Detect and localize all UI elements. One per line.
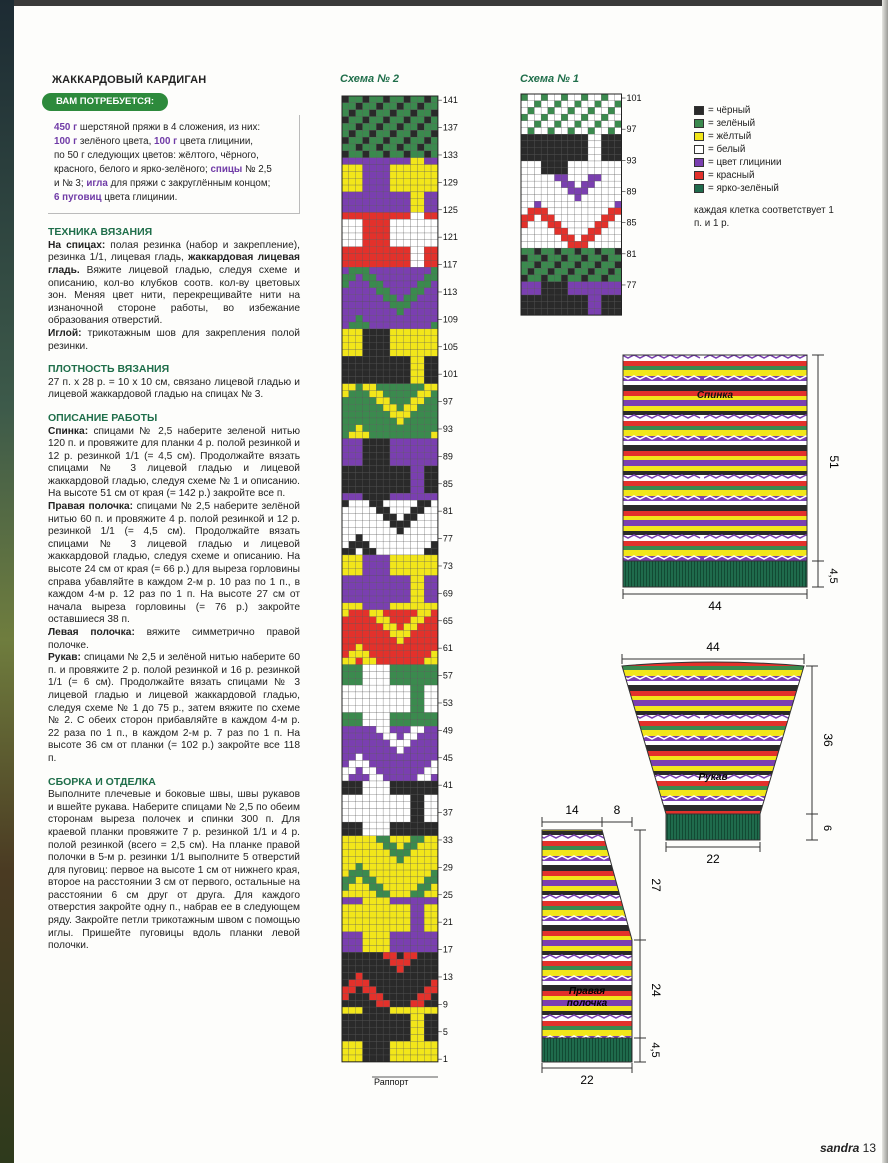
- row-number: 41: [442, 780, 453, 791]
- label: На спицах:: [48, 239, 106, 251]
- back-rib-height: 4,5: [827, 568, 839, 584]
- back-width: 44: [708, 599, 722, 613]
- garment-schematics: [520, 340, 880, 1100]
- row-number: 13: [442, 971, 453, 982]
- front-label-1: Правая: [568, 986, 606, 997]
- legend-item: [694, 182, 781, 195]
- photo-edge: [0, 0, 14, 1163]
- row-number: 29: [442, 862, 453, 873]
- text: вяжите симметрично правой полочке.: [48, 627, 300, 651]
- row-number: 101: [442, 369, 458, 380]
- front-neck-height: 27: [649, 878, 663, 892]
- brand: sandra: [819, 1141, 860, 1155]
- row-number: 89: [626, 186, 637, 197]
- assembly-heading: СБОРКА И ОТДЕЛКА: [48, 775, 156, 788]
- swatch: [694, 158, 704, 167]
- page-binding-shade: [882, 0, 888, 1163]
- row-number: 113: [442, 286, 458, 297]
- row-number: 33: [442, 834, 453, 845]
- back-schematic: [623, 355, 841, 613]
- text: шерстяной пряжи в 4 сложения, из них:: [77, 122, 261, 134]
- page-top-band: [0, 0, 888, 6]
- density-heading: ПЛОТНОСТЬ ВЯЗАНИЯ: [48, 363, 170, 376]
- sleeve-rib-height: 6: [821, 824, 833, 832]
- row-number: 17: [442, 944, 453, 955]
- color-legend: [694, 104, 781, 195]
- swatch: [694, 132, 704, 141]
- technique-text: [48, 240, 300, 353]
- swatch: [694, 171, 704, 180]
- legend-item: [694, 169, 781, 182]
- row-number: 93: [442, 423, 453, 434]
- needle: игла: [86, 178, 108, 190]
- legend-label: = зелёный: [708, 118, 756, 129]
- legend-item: [694, 143, 781, 156]
- swatch: [694, 145, 704, 154]
- row-number: 57: [442, 670, 453, 681]
- repeat-label: Раппорт: [374, 1077, 409, 1087]
- legend-item: [694, 156, 781, 169]
- buttons: 6 пуговиц: [54, 192, 102, 204]
- row-number: 53: [442, 697, 453, 708]
- swatch: [694, 119, 704, 128]
- amount: 100 г: [54, 136, 78, 148]
- row-number: 73: [442, 560, 453, 571]
- row-number: 1: [442, 1054, 448, 1065]
- text: красного, белого и ярко-зелёного;: [54, 164, 211, 176]
- label: Иглой:: [48, 327, 82, 339]
- row-number: 97: [626, 124, 637, 135]
- row-number: 45: [442, 752, 453, 763]
- sleeve-top-width: 44: [706, 640, 720, 654]
- amount: 100 г: [154, 136, 178, 148]
- row-number: 37: [442, 807, 453, 818]
- row-number: 121: [442, 232, 458, 243]
- row-number: 141: [442, 95, 458, 106]
- row-number: 85: [626, 217, 637, 228]
- label: жаккардовая лицевая гладь.: [48, 252, 300, 276]
- row-number: 61: [442, 643, 453, 654]
- sleeve-label: Рукав: [698, 772, 728, 783]
- swatch: [694, 184, 704, 193]
- article-title: ЖАККАРДОВЫЙ КАРДИГАН: [52, 74, 207, 86]
- row-number: 85: [442, 478, 453, 489]
- chart2-title: Схема № 2: [340, 73, 399, 85]
- row-number: 25: [442, 889, 453, 900]
- row-number: 89: [442, 451, 453, 462]
- legend-label: = чёрный: [708, 105, 751, 116]
- front-rib-height: 4,5: [649, 1042, 661, 1058]
- text: полая резинка (набор и закрепление), резинка 1/1, лицевая гладь,: [48, 239, 300, 264]
- text: и № 3;: [54, 178, 87, 190]
- work-text: [48, 426, 300, 766]
- amount: 450 г: [54, 122, 78, 134]
- instructions-column: [48, 70, 300, 953]
- text: спицами № 2,5 наберите зеленой нитью 120 п. и провяжите для планки 4 р. полой резинкой и 12 р. резинкой 1/1 (= 4,5 см). Продолжайте вязать спицами № 3 лицевой гладью и лицевой жаккардовой гладью, следуя схеме № 1 и описанию. На высоте 51 см от края (= 142 р.) закройте все п.: [48, 425, 300, 500]
- chart1-title: Схема № 1: [520, 73, 579, 85]
- chart1-grid: [519, 90, 649, 320]
- row-number: 49: [442, 725, 453, 736]
- text: цвета глицинии.: [101, 192, 178, 204]
- row-number: 77: [442, 533, 453, 544]
- row-number: 65: [442, 615, 453, 626]
- front-schematic: [540, 803, 663, 1087]
- row-number: 5: [442, 1026, 448, 1037]
- materials-badge: ВАМ ПОТРЕБУЕТСЯ:: [42, 93, 168, 112]
- text: Вяжите лицевой гладью, следуя схеме и описанию, кол-во клубков соотв. кол-ву цветовых зон. Меняя цвет нити, перекрещивайте нити на изнаночной стороне работы, во избежание образования отверстий.: [48, 264, 300, 327]
- materials-box: [48, 115, 300, 214]
- page-footer: [820, 1141, 876, 1155]
- label: Спинка:: [48, 425, 89, 437]
- row-number: 137: [442, 122, 458, 133]
- row-number: 133: [442, 149, 458, 160]
- legend-label: = красный: [708, 170, 755, 181]
- row-number: 21: [442, 917, 453, 928]
- front-body-height: 24: [649, 983, 663, 997]
- legend-note: каждая клетка соответствует 1 п. и 1 р.: [694, 205, 834, 229]
- row-number: 97: [442, 396, 453, 407]
- legend-item: [694, 130, 781, 143]
- row-number: 125: [442, 204, 458, 215]
- needles: спицы: [210, 164, 243, 176]
- back-height: 51: [827, 455, 841, 469]
- front-width: 22: [580, 1073, 594, 1087]
- text: зелёного цвета,: [77, 136, 155, 148]
- sleeve-schematic: [620, 640, 835, 866]
- front-label-2: полочка: [566, 998, 608, 1009]
- legend-item: [694, 117, 781, 130]
- row-number: 129: [442, 177, 458, 188]
- legend-label: = ярко-зелёный: [708, 183, 779, 194]
- technique-heading: ТЕХНИКА ВЯЗАНИЯ: [48, 226, 153, 239]
- sleeve-height: 36: [821, 733, 835, 747]
- label: Рукав:: [48, 652, 81, 664]
- work-heading: ОПИСАНИЕ РАБОТЫ: [48, 411, 158, 424]
- density-text: 27 п. х 28 р. = 10 х 10 см, связано лицевой гладью и лицевой жаккардовой гладью на спицах № 3.: [48, 376, 300, 401]
- front-top-a: 14: [565, 803, 579, 817]
- legend-label: = жёлтый: [708, 131, 752, 142]
- row-number: 101: [626, 93, 642, 104]
- row-number: 77: [626, 279, 637, 290]
- legend-label: = белый: [708, 144, 746, 155]
- text: по 50 г следующих цветов: жёлтого, чёрного,: [54, 150, 259, 162]
- text: № 2,5: [242, 164, 272, 176]
- back-label: Спинка: [696, 390, 734, 401]
- row-number: 109: [442, 314, 458, 325]
- label: Левая полочка:: [48, 627, 135, 638]
- chart2-grid: [338, 90, 488, 1090]
- text: трикотажным шов для закрепления полой резинки.: [48, 327, 300, 352]
- text: цвета глицинии,: [177, 136, 254, 148]
- text: спицами № 2,5 и зелёной нитью наберите 60 п. и провяжите 2 р. полой резинкой и 16 р. резинкой 1/1 (= 6 см). Продолжайте вязать спицами № 3 лицевой гладью и лицевой жаккардовой гладью, следуя схеме № 1 до 75 р., затем вяжите по схеме № 2. С обеих сторон прибавляйте в каждом 4-м р. 22 раза по 1 п., в каждом 2-м р. 7 раз по 1 п. На высоте 36 см от планки (= 102 р.) закройте все 118 п.: [48, 652, 300, 764]
- row-number: 81: [626, 248, 637, 259]
- text: для пряжи с закруглённым концом;: [107, 178, 271, 190]
- row-number: 69: [442, 588, 453, 599]
- swatch: [694, 106, 704, 115]
- page-number: 13: [862, 1141, 876, 1155]
- row-number: 93: [626, 155, 637, 166]
- row-number: 9: [442, 999, 448, 1010]
- text: спицами № 2,5 наберите зелёной нитью 60 п. и провяжите 4 р. полой резинкой и 12 р. резинкой 1/1 (= 4,5 см). Продолжайте вязать спицами № 3 лицевой гладью и лицевой жаккардовой гладью, следуя схеме и описанию. На высоте 24 см от края (= 66 р.) для выреза горловины справа убавляйте в каждом 2-м р. 10 раз по 1 п., в каждом 4-м р. 12 раз по 1 п. На высоте 27 см от начала выреза горловины (= 76 р.) закройте оставшиеся 38 п.: [48, 501, 300, 626]
- sleeve-width: 22: [706, 852, 720, 866]
- assembly-text: Выполните плечевые и боковые швы, швы рукавов и вшейте рукава. Наберите спицами № 2,5 по обеим сторонам выреза полочек и спинки 300 п. Для краевой планки провяжите 7 р. резинкой 1/1 и 4 р. полой резинкой (всего = 2,5 см). На планке правой полочки в 5-м р. резинки 1/1 выполните 5 отверстий для пуговиц: первое на высоте 1 см от нижнего края, второе на расстоянии 3 см от первого, остальные на расстоянии 6 см друг от друга. Для каждого отверстия закройте одну п., набрав ее в следующем ряду. Закройте петли трикотажным швом с помощью иглы. Пришейте пуговицы вдоль планки левой полочки.: [48, 789, 300, 952]
- row-number: 117: [442, 259, 458, 270]
- row-number: 105: [442, 341, 458, 352]
- legend-item: [694, 104, 781, 117]
- label: Правая полочка:: [48, 501, 134, 513]
- legend-label: = цвет глицинии: [708, 157, 782, 168]
- row-number: 81: [442, 506, 453, 517]
- front-top-b: 8: [613, 803, 621, 817]
